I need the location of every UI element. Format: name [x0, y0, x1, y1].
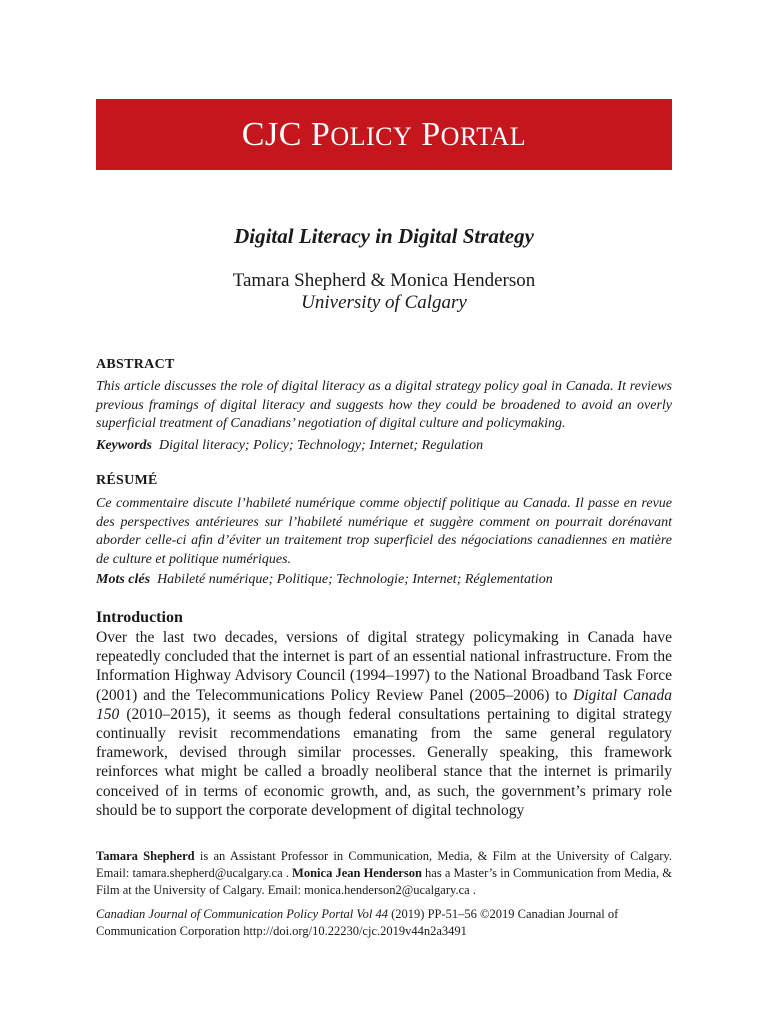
banner-cjc: CJC: [241, 116, 302, 153]
abstract-keywords: [96, 437, 672, 455]
resume-text: Ce commentaire discute l’habileté numérique comme objectif politique au Canada. Il passe en revue des perspectives antérieures sur l’habileté numérique et suggère comment on pourrait dorénavant aborder celle-ci afin d’éviter un traitement trop superficiel des négociations canadiennes en matière de culture et politique numériques.: [96, 496, 672, 567]
intro-text-b: (2010–2015), it seems as though federal consultations pertaining to digital strategy continually revisit recommendations emanating from the same general regulatory framework, devised through similar processes. Generally speaking, this framework reinforces what might be called a broadly neoliberal stance that the internet is primarily conceived of in terms of economic growth, and, as such, the government’s primary role should be to support the corporate development of digital technology: [96, 705, 672, 819]
mots-cles-label: Mots clés: [96, 572, 151, 587]
intro-text-italic: Digital Canada 150: [96, 686, 672, 723]
author-block: [96, 270, 672, 314]
author-footnote: [96, 848, 672, 899]
introduction-body: [96, 628, 672, 820]
banner-portal-rest: ORTAL: [440, 122, 527, 151]
footnote-text-1: is an Assistant Professor in Communication, Media, & Film at the University of Calgary. Email: tamara.shepherd@ucalgary.ca .: [96, 849, 672, 880]
portal-banner: [96, 99, 672, 170]
footnote-name-1: Tamara Shepherd: [96, 849, 195, 863]
banner-portal-initial: P: [421, 116, 441, 153]
mots-cles-value: Habileté numérique; Politique; Technologie; Internet; Réglementation: [157, 572, 553, 587]
resume-heading: RÉSUMÉ: [96, 473, 158, 488]
abstract-heading: ABSTRACT: [96, 357, 175, 372]
banner-policy-initial: P: [310, 116, 331, 153]
citation-journal: Canadian Journal of Communication Policy Portal Vol 44: [96, 907, 388, 921]
keywords-value: Digital literacy; Policy; Technology; Internet; Regulation: [159, 438, 484, 453]
banner-policy-rest: OLICY: [330, 122, 413, 151]
article-title: Digital Literacy in Digital Strategy: [234, 224, 534, 248]
footnote-text-2: has a Master’s in Communication from Media, & Film at the University of Calgary. Email: monica.henderson2@ucalgary.ca .: [96, 866, 673, 897]
abstract-text: This article discusses the role of digital literacy as a digital strategy policy goal in Canada. It reviews previous framings of digital literacy and suggests how they could be broadened to avoid an overly superficial treatment of Canadians’ negotiation of digital culture and policymaking.: [96, 379, 672, 431]
resume-keywords: [96, 571, 672, 589]
intro-text-a: Over the last two decades, versions of digital strategy policymaking in Canada have repeatedly concluded that the internet is part of an essential national infrastructure. From the Information Highway Advisory Council (1994–1997) to the National Broadband Task Force (2001) and the Telecommunications Policy Review Panel (2005–2006) to: [96, 629, 672, 704]
journal-citation: [96, 906, 672, 940]
keywords-label: Keywords: [96, 438, 152, 453]
introduction-heading: Introduction: [96, 609, 183, 626]
author-names: Tamara Shepherd & Monica Henderson: [232, 270, 536, 291]
citation-rest: (2019) PP-51–56 ©2019 Canadian Journal of Communication Corporation http://doi.org/10.22230/cjc.2019v44n2a3491: [96, 907, 619, 938]
author-affiliation: University of Calgary: [301, 292, 467, 313]
footnote-name-2: Monica Jean Henderson: [292, 866, 422, 880]
